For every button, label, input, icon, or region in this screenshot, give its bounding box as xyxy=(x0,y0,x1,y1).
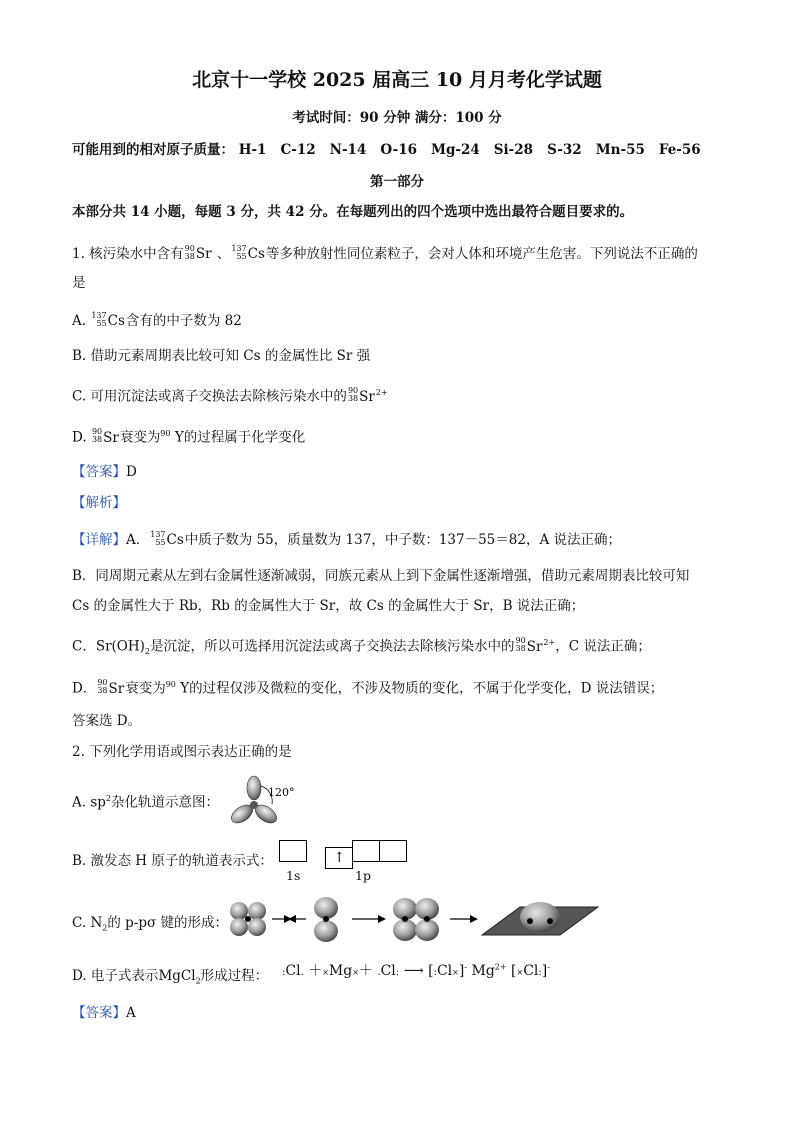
mgcl2-electron-formula: :Cl. ＋×Mg×＋ .Cl: ⟶ [:Cl×]- $Mg^{2+}$ [×Cl:]- xyxy=(282,962,550,979)
exam-info: 考试时间：90 分钟 满分：100 分 xyxy=(292,110,502,126)
q2-answer: 【答案】A xyxy=(72,1005,136,1021)
atomic-masses xyxy=(72,140,715,160)
q1-option-a: A. 137 55 Cs含有的中子数为 82 xyxy=(72,310,242,329)
q1-detail-a: 【详解】A． 137 55 Cs中质子数为 55，质量数为 137，中子数：137－55＝82，A 说法正确； xyxy=(72,529,621,548)
q1-stem-text: 1. 核污染水中含有 xyxy=(72,246,184,262)
atomic-mass-item: H-1 xyxy=(238,142,267,158)
n2-sigma-bond-figure xyxy=(230,895,630,945)
label-1s: 1s xyxy=(286,868,301,883)
sr-nuclide: 90 38 Sr xyxy=(184,243,212,262)
part-title: 第一部分 xyxy=(370,174,424,190)
q2-option-b: B. 激发态 H 原子的轨道表示式： xyxy=(72,853,273,869)
atomic-mass-item: Mg-24 xyxy=(431,142,480,158)
atomic-mass-item: C-12 xyxy=(280,142,316,158)
atomic-mass-item: Mn-55 xyxy=(595,142,645,158)
sp2-nucleus xyxy=(250,801,258,809)
orbital-box-1p-2 xyxy=(352,840,380,862)
q2-option-d: D. 电子式表示MgCl$_2$形成过程： xyxy=(72,968,269,986)
atomic-mass-item: O-16 xyxy=(380,142,417,158)
q2-option-c: C. $N_2$的 p-pσ 键的形成： xyxy=(72,915,228,933)
q1-stem: 1. 核污染水中含有 90 38 Sr 、 137 55 Cs等多种放射性同位素粒子，会对人体和环境产生危害。下列说法不正确的 xyxy=(72,243,698,262)
orbital-box-1p-1: ↑ xyxy=(325,847,353,869)
overlap-orbitals xyxy=(393,898,439,941)
sp2-lobe-top xyxy=(247,776,261,800)
q1-detail-c: C．$Sr(OH)_2$是沉淀，所以可选择用沉淀法或离子交换法去除核污染水中的 90 38 $Sr^{2+}$，C 说法正确； xyxy=(72,636,651,657)
cs-nuclide: 137 55 Cs xyxy=(231,243,265,262)
atomic-mass-item: Si-28 xyxy=(493,142,534,158)
q1-detail-b1: B．同周期元素从左到右金属性逐渐减弱，同族元素从上到下金属性逐渐增强，借助元素周期表比较可知 xyxy=(72,568,690,584)
q1-analysis-label: 【解析】 xyxy=(72,495,126,511)
q2-stem: 2. 下列化学用语或图示表达正确的是 xyxy=(72,744,292,760)
q1-option-b: B. 借助元素周期表比较可知 Cs 的金属性比 Sr 强 xyxy=(72,348,371,364)
q1-stem-cont: 是 xyxy=(72,275,86,291)
label-1p: 1p xyxy=(355,868,371,883)
orbital-box-1s xyxy=(279,840,307,862)
arrows-approach xyxy=(272,915,306,923)
orbital-box-1p-3 xyxy=(379,840,407,862)
q1-option-c: C. 可用沉淀法或离子交换法去除核污染水中的 90 38 $Sr^{2+}$ xyxy=(72,386,388,405)
atomic-masses-list xyxy=(239,142,715,158)
atomic-masses-label: 可能用到的相对原子质量： xyxy=(72,142,234,158)
sigma-bond-plane xyxy=(482,902,598,935)
q1-conclusion: 答案选 D。 xyxy=(72,713,142,729)
atomic-mass-item: S-32 xyxy=(547,142,582,158)
arrow-overlap xyxy=(352,915,386,923)
angle-label: 120° xyxy=(268,786,295,799)
q1-detail-b2: Cs 的金属性大于 Rb，Rb 的金属性大于 Sr，故 Cs 的金属性大于 Sr，B 说法正确； xyxy=(72,598,585,614)
orbital-diagram xyxy=(279,840,407,869)
p-orbital-right xyxy=(314,897,338,942)
q1-answer: 【答案】D xyxy=(72,464,137,480)
q1-option-d: D. 90 38 Sr衰变为$^{90}$ Y的过程属于化学变化 xyxy=(72,427,306,446)
arrow-bond xyxy=(450,915,478,923)
part-instructions: 本部分共 14 小题，每题 3 分，共 42 分。在每题列出的四个选项中选出最符合题目要求的。 xyxy=(72,204,634,220)
atomic-mass-item: Fe-56 xyxy=(658,142,701,158)
q2-option-a: A. $sp^2$杂化轨道示意图： xyxy=(72,794,219,811)
q1-detail-d: D． 90 38 Sr衰变为$^{90}$ Y的过程仅涉及微粒的变化，不涉及物质的变化，不属于化学变化，D 说法错误； xyxy=(72,678,664,697)
page-title: 北京十一学校 2025 届高三 10 月月考化学试题 xyxy=(192,69,602,91)
sp2-orbital-figure xyxy=(228,774,308,832)
p-orbital-left xyxy=(230,902,266,936)
atomic-mass-item: N-14 xyxy=(329,142,367,158)
